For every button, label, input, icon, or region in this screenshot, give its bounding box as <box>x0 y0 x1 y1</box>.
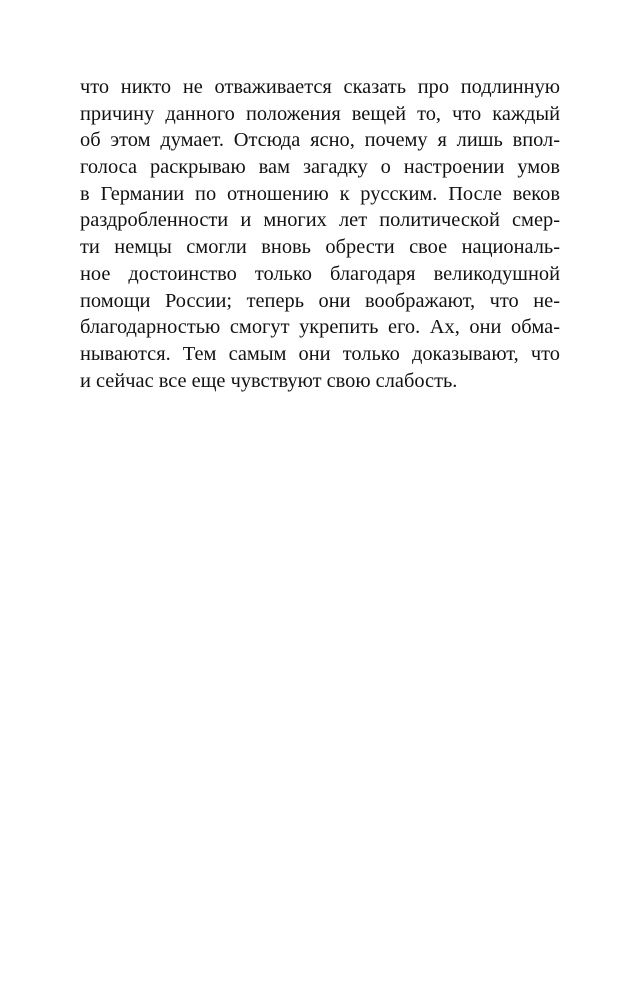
text-line: ти немцы смогли вновь обрести свое националь- <box>80 236 560 259</box>
text-line: об этом думает. Отсюда ясно, почему я лишь впол- <box>80 129 560 152</box>
body-paragraph <box>80 74 560 394</box>
text-line: благодарностью смогут укрепить его. Ах, они обма- <box>80 316 560 339</box>
text-line: помощи России; теперь они воображают, что не- <box>80 289 560 312</box>
text-line: голоса раскрываю вам загадку о настроении умов <box>80 156 560 179</box>
text-line: ное достоинство только благодаря великодушной <box>80 262 560 285</box>
text-line: раздробленности и многих лет политической смер- <box>80 209 560 232</box>
text-line: и сейчас все еще чувствуют свою слабость. <box>80 369 458 392</box>
text-line: что никто не отваживается сказать про подлинную <box>80 76 560 98</box>
text-line: в Германии по отношению к русским. После веков <box>80 182 560 205</box>
text-line: причину данного положения вещей то, что каждый <box>80 102 560 125</box>
text-line: нываются. Тем самым они только доказывают, что <box>80 342 560 365</box>
